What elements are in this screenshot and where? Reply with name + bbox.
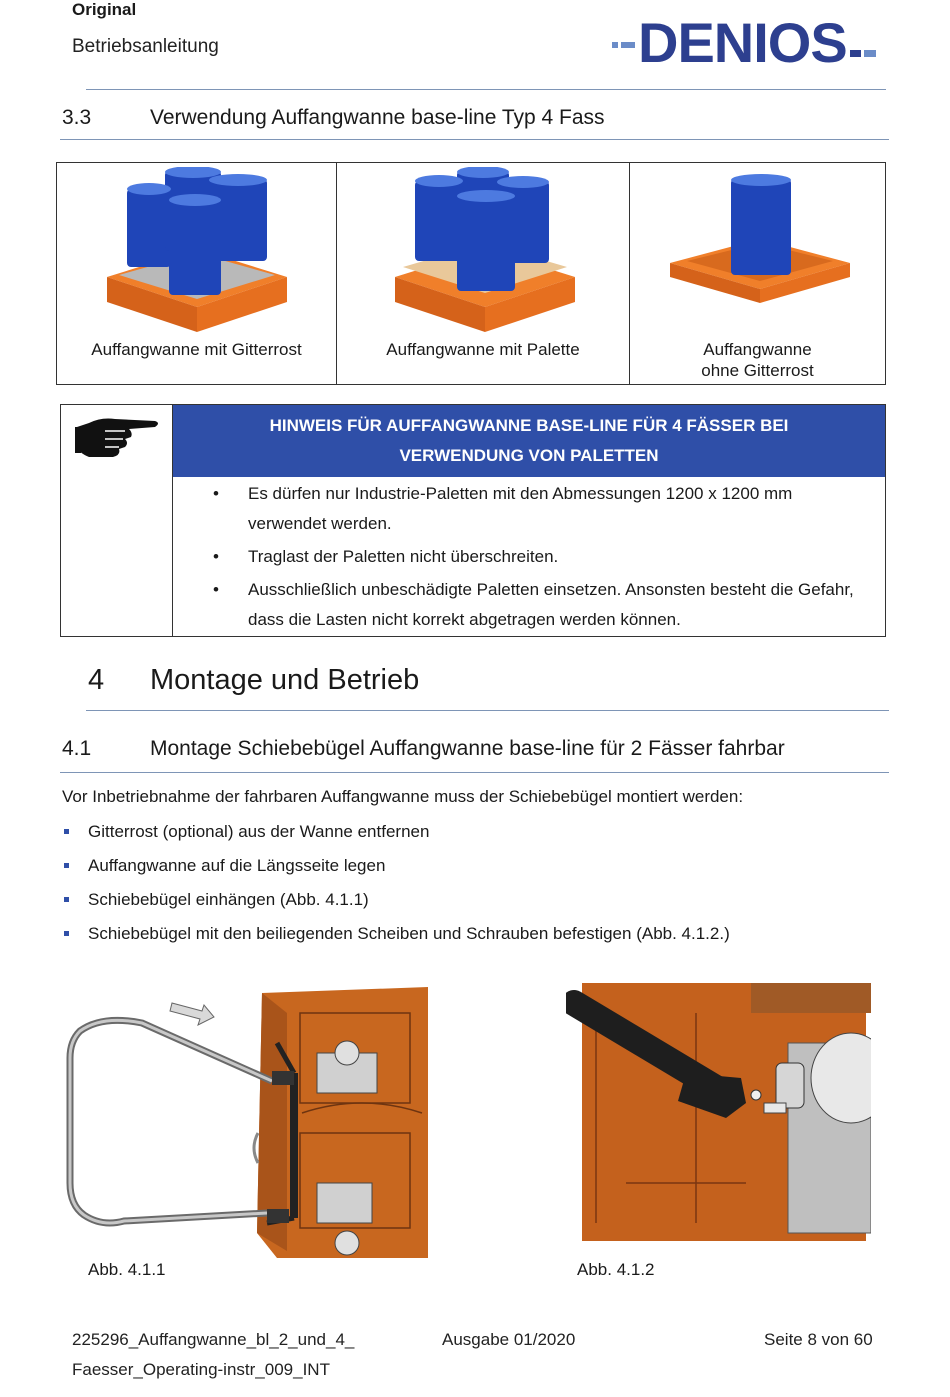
denios-logo (612, 14, 880, 70)
figure-4-1-1 (62, 983, 430, 1258)
notice-box (60, 404, 886, 637)
figure-caption: Abb. 4.1.2 (577, 1260, 655, 1279)
variant-caption: Auffangwanne mit Gitterrost (91, 340, 302, 359)
footer-page-number: Seite 8 von 60 (764, 1330, 873, 1349)
sump-variants-table (56, 162, 886, 385)
variant-caption: Auffangwanne (703, 340, 812, 359)
notice-item (173, 542, 885, 572)
notice-heading (173, 405, 885, 477)
intro-text: Vor Inbetriebnahme der fahrbaren Auffangwanne muss der Schiebebügel montiert werden: (62, 787, 744, 806)
document-type: Betriebsanleitung (72, 36, 219, 57)
step-text: Schiebebügel einhängen (Abb. 4.1.1) (88, 890, 369, 909)
notice-item-text: Es dürfen nur Industrie-Paletten mit den Abmessungen 1200 x 1200 mm verwendet werden. (248, 484, 793, 533)
bullet-square (64, 829, 69, 834)
footer-doc-id-line2: Faesser_Operating-instr_009_INT (72, 1360, 330, 1379)
notice-item-text: Ausschließlich unbeschädigte Paletten einsetzen. Ansonsten besteht die Gefahr, dass die Lasten nicht korrekt abgetragen werden können. (248, 580, 854, 629)
bullet: • (213, 484, 219, 503)
sump-with-grating-image (97, 167, 297, 332)
pointing-hand-icon (75, 413, 161, 459)
header-rule (86, 89, 886, 90)
notice-list (173, 479, 885, 638)
steps-list (62, 820, 730, 956)
figure-caption: Abb. 4.1.1 (88, 1260, 166, 1279)
bullet-square (64, 931, 69, 936)
footer-doc-id-line1: 225296_Auffangwanne_bl_2_und_4_ (72, 1330, 355, 1349)
notice-item (173, 479, 885, 539)
bullet: • (213, 580, 219, 599)
step-item (62, 820, 730, 854)
chapter-number: 4 (88, 664, 105, 696)
variant-cell-pallet (337, 163, 630, 384)
svg-text:DENIOS: DENIOS (638, 14, 847, 70)
section-number: 4.1 (62, 737, 92, 760)
step-text: Auffangwanne auf die Längsseite legen (88, 856, 386, 875)
step-item (62, 888, 730, 922)
section-title: Montage Schiebebügel Auffangwanne base-line für 2 Fässer fahrbar (150, 737, 785, 760)
notice-item (173, 575, 885, 635)
notice-icon-cell (61, 405, 173, 636)
variant-cell-no-grating (630, 163, 885, 384)
step-text: Gitterrost (optional) aus der Wanne entfernen (88, 822, 430, 841)
notice-heading-line2: VERWENDUNG VON PALETTEN (399, 446, 659, 465)
variant-caption: Auffangwanne mit Palette (386, 340, 580, 359)
variant-caption-line2: ohne Gitterrost (701, 361, 814, 380)
notice-heading-line1: HINWEIS FÜR AUFFANGWANNE BASE-LINE FÜR 4 FÄSSER BEI (269, 416, 789, 435)
sump-without-grating-image (665, 173, 855, 303)
figure-4-1-2 (566, 983, 871, 1241)
chapter-rule (86, 710, 889, 711)
bullet-square (64, 863, 69, 868)
chapter-title: Montage und Betrieb (150, 664, 420, 696)
section-rule (60, 772, 889, 773)
bullet-square (64, 897, 69, 902)
step-item (62, 922, 730, 956)
section-number: 3.3 (62, 106, 92, 129)
sump-with-pallet-image (385, 167, 585, 332)
notice-item-text: Traglast der Paletten nicht überschreiten. (248, 547, 559, 566)
section-title: Verwendung Auffangwanne base-line Typ 4 Fass (150, 106, 605, 129)
step-text: Schiebebügel mit den beiliegenden Scheiben und Schrauben befestigen (Abb. 4.1.2.) (88, 924, 730, 943)
step-item (62, 854, 730, 888)
footer-edition: Ausgabe 01/2020 (442, 1330, 576, 1349)
variant-cell-grating (57, 163, 337, 384)
bullet: • (213, 547, 219, 566)
original-label: Original (72, 0, 137, 19)
section-rule (60, 139, 889, 140)
